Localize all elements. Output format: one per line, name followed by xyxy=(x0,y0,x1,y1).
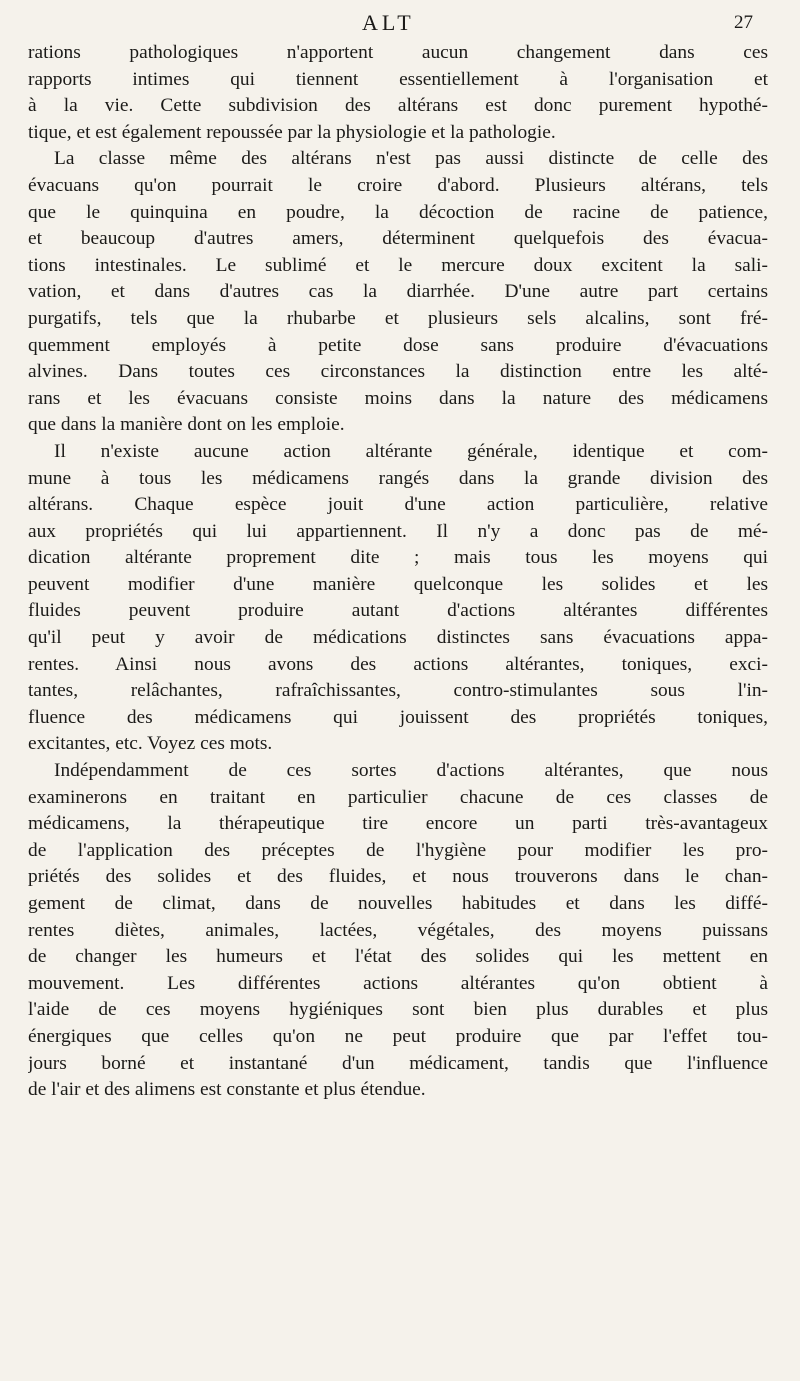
text-line: que dans la manière dont on les emploie. xyxy=(28,414,345,436)
text-line: La classe même des altérans n'est pas aussi distincte de celle des xyxy=(54,148,768,170)
text-line: énergiques que celles qu'on ne peut produire que par l'effet tou- xyxy=(28,1025,768,1047)
text-line: rations pathologiques n'apportent aucun changement dans ces xyxy=(28,42,768,63)
running-title: ALT xyxy=(362,10,415,35)
text-line: rentes. Ainsi nous avons des actions altérantes, toniques, exci- xyxy=(28,653,768,675)
text-line: rentes diètes, animales, lactées, végétales, des moyens puissans xyxy=(28,919,768,941)
text-line: altérans. Chaque espèce jouit d'une action particulière, relative xyxy=(28,494,768,516)
text-line: priétés des solides et des fluides, et nous trouverons dans le chan- xyxy=(28,866,768,888)
text-line: examinerons en traitant en particulier chacune de ces classes de xyxy=(28,786,768,808)
body-text xyxy=(28,40,768,1104)
text-line: tique, et est également repoussée par la physiologie et la pathologie. xyxy=(28,121,556,143)
text-line: que le quinquina en poudre, la décoction de racine de patience, xyxy=(28,201,768,223)
text-line: l'aide de ces moyens hygiéniques sont bien plus durables et plus xyxy=(28,999,768,1021)
text-line: Il n'existe aucune action altérante générale, identique et com- xyxy=(54,440,768,462)
text-line: qu'il peut y avoir de médications distinctes sans évacuations appa- xyxy=(28,627,768,649)
running-head xyxy=(0,10,800,40)
text-line: à la vie. Cette subdivision des altérans est donc purement hypothé- xyxy=(28,95,768,117)
text-line: dication altérante proprement dite ; mais tous les moyens qui xyxy=(28,547,768,569)
text-line: jours borné et instantané d'un médicament, tandis que l'influence xyxy=(28,1052,768,1074)
text-line: tantes, relâchantes, rafraîchissantes, contro-stimulantes sous l'in- xyxy=(28,680,768,702)
text-line: quemment employés à petite dose sans produire d'évacuations xyxy=(28,334,768,356)
text-line: gement de climat, dans de nouvelles habitudes et dans les diffé- xyxy=(28,893,768,914)
text-line: de changer les humeurs et l'état des solides qui les mettent en xyxy=(28,946,768,968)
text-line: rapports intimes qui tiennent essentiellement à l'organisation et xyxy=(28,68,768,90)
text-line: de l'application des préceptes de l'hygiène pour modifier les pro- xyxy=(28,839,768,861)
page-number: 27 xyxy=(734,12,753,33)
text-line: alvines. Dans toutes ces circonstances la distinction entre les alté- xyxy=(28,361,768,383)
text-line: aux propriétés qui lui appartiennent. Il n'y a donc pas de mé- xyxy=(28,520,768,542)
text-line: purgatifs, tels que la rhubarbe et plusieurs sels alcalins, sont fré- xyxy=(28,307,768,329)
text-line: excitantes, etc. Voyez ces mots. xyxy=(28,733,273,755)
text-line: de l'air et des alimens est constante et plus étendue. xyxy=(28,1079,426,1101)
text-line: rans et les évacuans consiste moins dans la nature des médicamens xyxy=(28,387,768,409)
text-line: fluence des médicamens qui jouissent des propriétés toniques, xyxy=(28,706,768,728)
text-line: mouvement. Les différentes actions altérantes qu'on obtient à xyxy=(28,972,768,994)
text-line: tions intestinales. Le sublimé et le mercure doux excitent la sali- xyxy=(28,254,768,276)
text-line: médicamens, la thérapeutique tire encore un parti très-avantageux xyxy=(28,813,768,835)
text-line: Indépendamment de ces sortes d'actions altérantes, que nous xyxy=(54,760,768,782)
text-line: vation, et dans d'autres cas la diarrhée. D'une autre part certains xyxy=(28,281,768,303)
text-line: fluides peuvent produire autant d'actions altérantes différentes xyxy=(28,600,768,622)
text-line: évacuans qu'on pourrait le croire d'abord. Plusieurs altérans, tels xyxy=(28,174,768,196)
text-line: et beaucoup d'autres amers, déterminent quelquefois des évacua- xyxy=(28,228,768,250)
text-line: mune à tous les médicamens rangés dans la grande division des xyxy=(28,467,768,489)
text-line: peuvent modifier d'une manière quelconque les solides et les xyxy=(28,573,768,595)
